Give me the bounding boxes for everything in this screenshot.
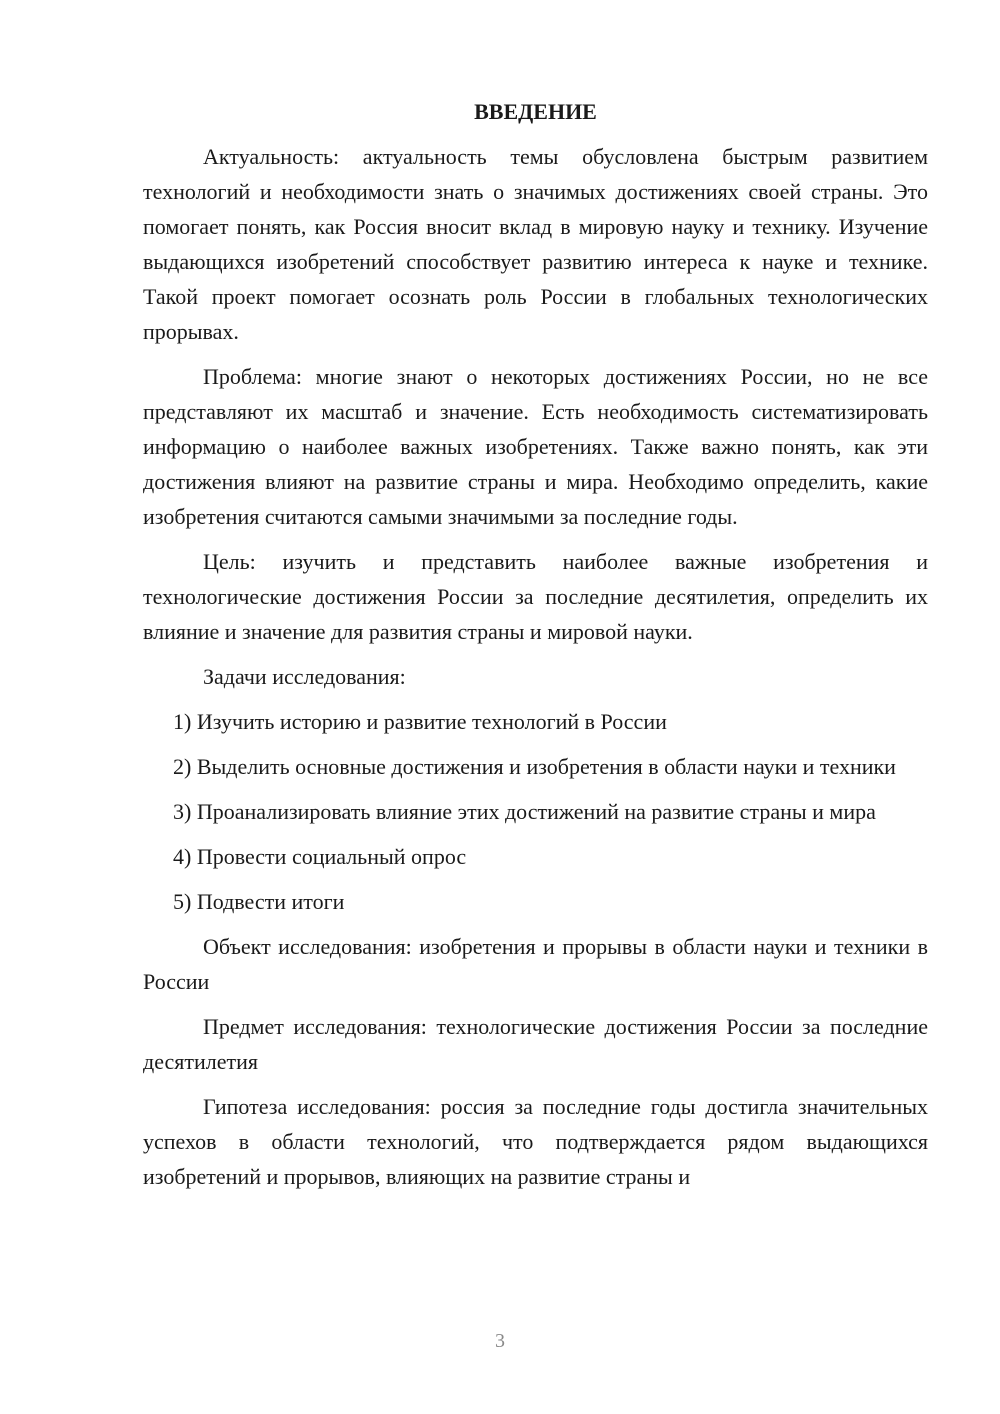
object-paragraph: Объект исследования: изобретения и прорывы в области науки и техники в России	[143, 934, 928, 994]
hypothesis-paragraph: Гипотеза исследования: россия за последние годы достигла значительных успехов в области технологий, что подтверждается рядом выдающихся изобретений и прорывов, влияющих на развитие страны и	[143, 1094, 928, 1189]
task-item-2: 2) Выделить основные достижения и изобретения в области науки и техники	[173, 754, 896, 779]
task-item-4: 4) Провести социальный опрос	[173, 844, 467, 869]
relevance-paragraph: Актуальность: актуальность темы обусловлена быстрым развитием технологий и необходимости знать о значимых достижениях своей страны. Это помогает понять, как Россия вносит вклад в мировую науку и технику. Изучение выдающихся изобретений способствует развитию интереса к науке и технике. Такой проект помогает осознать роль России в глобальных технологических прорывах.	[143, 144, 928, 344]
goal-paragraph: Цель: изучить и представить наиболее важные изобретения и технологические достижения России за последние десятилетия, определить их влияние и значение для развития страны и мировой науки.	[143, 549, 928, 644]
tasks-heading: Задачи исследования:	[203, 664, 406, 689]
task-item-3: 3) Проанализировать влияние этих достижений на развитие страны и мира	[173, 799, 876, 824]
task-item-5: 5) Подвести итоги	[173, 889, 345, 914]
page-number: 3	[495, 1330, 505, 1352]
section-title: ВВЕДЕНИЕ	[474, 99, 597, 124]
task-item-1: 1) Изучить историю и развитие технологий в России	[173, 709, 667, 734]
problem-paragraph: Проблема: многие знают о некоторых достижениях России, но не все представляют их масштаб и значение. Есть необходимость систематизировать информацию о наиболее важных изобретениях. Также важно понять, как эти достижения влияют на развитие страны и мира. Необходимо определить, какие изобретения считаются самыми значимыми за последние годы.	[143, 364, 928, 529]
subject-paragraph: Предмет исследования: технологические достижения России за последние десятилетия	[143, 1014, 928, 1074]
document-page	[143, 94, 928, 1204]
